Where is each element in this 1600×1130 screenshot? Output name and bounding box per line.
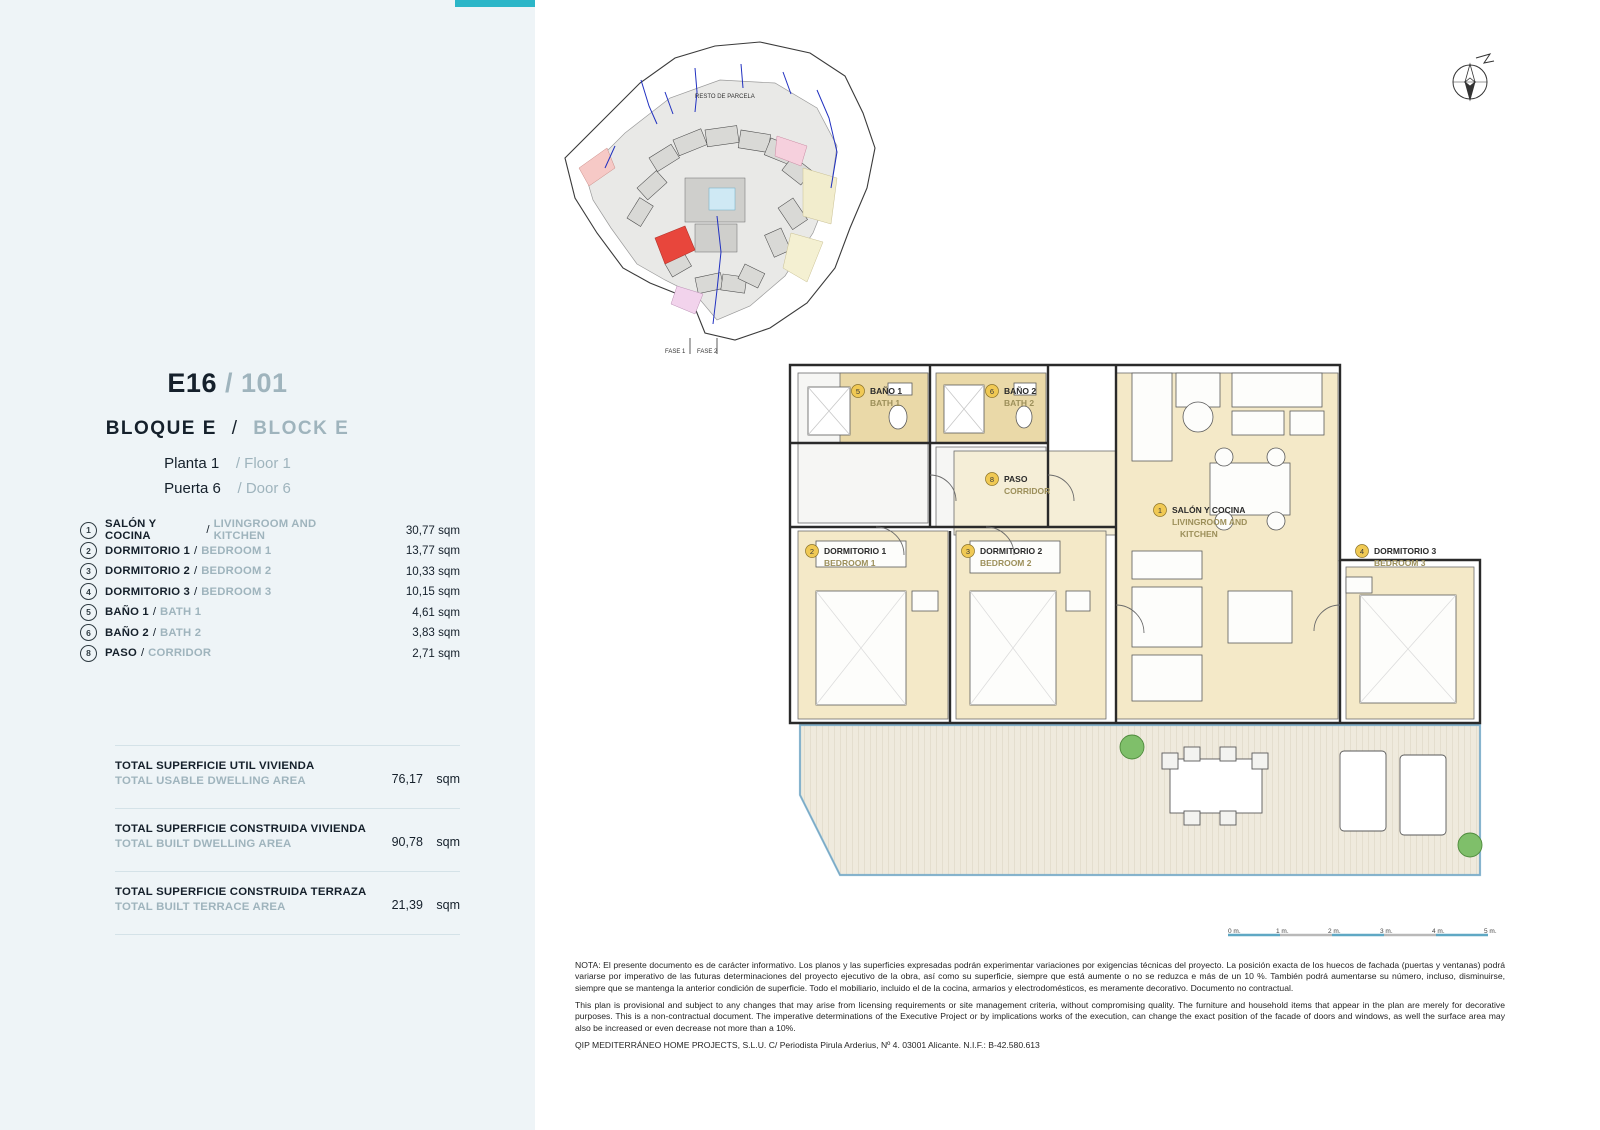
plan-room-name-es: BAÑO 1 xyxy=(870,386,903,396)
plan-room-name-en: BEDROOM 2 xyxy=(980,558,1032,568)
total-value: 90,78 xyxy=(391,835,423,849)
room-number-badge: 6 xyxy=(80,624,97,641)
scale-tick-2: 2 m. xyxy=(1328,928,1341,935)
unit-code-es: E16 xyxy=(167,368,217,398)
total-built-dwelling-area xyxy=(115,823,460,850)
room-legend-list xyxy=(80,520,460,664)
list-item xyxy=(80,643,460,664)
door-label-es: Puerta 6 xyxy=(164,480,221,497)
total-value-wrap xyxy=(392,835,460,849)
room-name-es: SALÓN Y COCINA xyxy=(105,518,157,543)
block-line xyxy=(0,418,455,440)
room-area: 10,33 sqm xyxy=(405,564,460,578)
plan-room-name-es: DORMITORIO 3 xyxy=(1374,546,1437,556)
floor-plan-drawing xyxy=(780,355,1520,915)
room-name-es: PASO xyxy=(105,647,137,660)
floor-label-es: Planta 1 xyxy=(164,455,220,472)
room-name-en: BATH 2 xyxy=(160,626,202,639)
room-name-en: LIVINGROOM AND KITCHEN xyxy=(213,518,317,543)
plan-room-number: 4 xyxy=(1359,547,1365,556)
room-name-es: BAÑO 1 xyxy=(105,606,149,619)
total-usable-area xyxy=(115,760,460,787)
room-name-en: BEDROOM 3 xyxy=(201,585,272,598)
room-number-badge: 3 xyxy=(80,563,97,580)
room-name-es: DORMITORIO 1 xyxy=(105,544,191,557)
door-line xyxy=(0,480,455,497)
list-item xyxy=(80,520,460,541)
accent-bar xyxy=(455,0,535,7)
scale-tick-5: 5 m. xyxy=(1484,928,1497,935)
unit-header xyxy=(0,368,455,399)
block-label-es: BLOQUE E xyxy=(105,418,217,439)
room-number-badge: 4 xyxy=(80,583,97,600)
room-name-es: BAÑO 2 xyxy=(105,626,149,639)
list-item xyxy=(80,623,460,644)
plan-room-number: 1 xyxy=(1157,506,1163,515)
room-separator: / xyxy=(194,544,198,557)
total-value: 21,39 xyxy=(391,898,423,912)
divider xyxy=(115,934,460,935)
floor-label-en: / Floor 1 xyxy=(235,455,291,472)
total-value-wrap xyxy=(392,772,460,786)
room-number-badge: 8 xyxy=(80,645,97,662)
total-unit: sqm xyxy=(436,898,460,912)
note-en: This plan is provisional and subject to any changes that may arise from licensing requirements or site management criteria, without compromising quality. The furniture and household items that appear in the plan are merely for decorative purposes. This is a non-contractual document. The imperative determinations of the Executive Project or by implications works of the execution, can change the exact position of the facade of doors and windows, as well the surface area may also be increased or even decrease not more than a 10%. xyxy=(575,1000,1505,1033)
room-area: 4,61 sqm xyxy=(412,605,460,619)
site-label-fase2: FASE 2 xyxy=(697,349,718,355)
total-label-en: TOTAL BUILT DWELLING AREA xyxy=(115,838,292,850)
list-item xyxy=(80,602,460,623)
total-label-es: TOTAL SUPERFICIE CONSTRUIDA VIVIENDA xyxy=(115,823,367,835)
plan-room-name-es: BAÑO 2 xyxy=(1004,386,1037,396)
room-area: 30,77 sqm xyxy=(405,523,460,537)
list-item xyxy=(80,541,460,562)
total-label-en: TOTAL BUILT TERRACE AREA xyxy=(115,901,286,913)
unit-code-separator: / xyxy=(224,368,233,398)
divider xyxy=(115,745,460,746)
company-info: QIP MEDITERRÁNEO HOME PROJECTS, S.L.U. C/ Periodista Pirula Arderius, Nº 4. 03001 Alicante. N.I.F.: B-42.580.613 xyxy=(575,1040,1040,1051)
scale-tick-1: 1 m. xyxy=(1276,928,1289,935)
plan-room-name-en: BATH 2 xyxy=(1004,398,1035,408)
room-name-en: BATH 1 xyxy=(160,606,202,619)
plan-room-name-en: BEDROOM 3 xyxy=(1374,558,1426,568)
room-name-en: BEDROOM 1 xyxy=(201,544,272,557)
room-separator: / xyxy=(152,626,157,639)
legal-notes xyxy=(575,960,1505,1057)
room-separator: / xyxy=(152,606,157,619)
total-label-es: TOTAL SUPERFICIE CONSTRUIDA TERRAZA xyxy=(115,886,367,898)
total-label-es: TOTAL SUPERFICIE UTIL VIVIENDA xyxy=(115,760,315,772)
plan-room-number: 5 xyxy=(855,387,861,396)
total-value: 76,17 xyxy=(391,772,423,786)
door-label-en: / Door 6 xyxy=(237,480,291,497)
list-item xyxy=(80,561,460,582)
total-unit: sqm xyxy=(436,835,460,849)
site-plan-map xyxy=(545,28,905,358)
room-area: 13,77 sqm xyxy=(405,544,460,558)
room-separator: / xyxy=(194,585,198,598)
room-number-badge: 2 xyxy=(80,542,97,559)
total-label-en: TOTAL USABLE DWELLING AREA xyxy=(115,775,306,787)
plan-room-number: 8 xyxy=(989,475,995,484)
site-label-resto: RESTO DE PARCELA xyxy=(695,94,755,100)
scale-tick-0: 0 m. xyxy=(1228,928,1241,935)
room-number-badge: 1 xyxy=(80,522,97,539)
plan-room-name-en: BEDROOM 1 xyxy=(824,558,876,568)
room-name-en: CORRIDOR xyxy=(148,647,212,660)
total-value-wrap xyxy=(392,898,460,912)
plan-room-name-es: DORMITORIO 2 xyxy=(980,546,1043,556)
scale-tick-3: 3 m. xyxy=(1380,928,1393,935)
compass-icon xyxy=(1440,50,1500,110)
block-label-en: BLOCK E xyxy=(253,418,350,439)
unit-code-en: 101 xyxy=(241,368,288,398)
divider xyxy=(115,808,460,809)
room-separator: / xyxy=(206,524,210,537)
block-separator: / xyxy=(231,418,239,439)
room-area: 3,83 sqm xyxy=(412,626,460,640)
note-es: NOTA: El presente documento es de carácter informativo. Los planos y las superficies expresadas podrán experimentar variaciones por exigencias técnicas del proyecto. La posición exacta de los huecos de fachada (puertas y ventanas) podrá variarse por imperativo de las futuras determinaciones del proyecto ejecutivo de la obra, así como su superficie, siempre que está aumente o no se reduzca e más de un 10 %. También podrá aumentarse su número, incluso, disminuirse, siempre que se mantenga la anterior condición de superficie. Todo el mobiliario, incluido el de la cocina, armarios y electrodomésticos, es meramente decorativo. Documento no contractual. xyxy=(575,960,1505,993)
room-name-en: BEDROOM 2 xyxy=(201,565,272,578)
room-number-badge: 5 xyxy=(80,604,97,621)
plan-room-name-en: LIVINGROOM AND xyxy=(1172,517,1248,527)
plan-room-name-es: PASO xyxy=(1004,474,1028,484)
plan-room-name-en: CORRIDOR xyxy=(1004,486,1051,496)
plan-room-name-es: SALÓN Y COCINA xyxy=(1172,505,1246,515)
room-separator: / xyxy=(194,565,198,578)
plan-room-name-en-2: KITCHEN xyxy=(1180,529,1218,539)
site-label-fase1: FASE 1 xyxy=(665,349,686,355)
room-area: 2,71 sqm xyxy=(412,646,460,660)
divider xyxy=(115,871,460,872)
list-item xyxy=(80,582,460,603)
plan-room-number: 3 xyxy=(965,547,971,556)
plan-room-number: 2 xyxy=(809,547,815,556)
total-built-terrace-area xyxy=(115,886,460,913)
total-unit: sqm xyxy=(436,772,460,786)
plan-room-name-en: BATH 1 xyxy=(870,398,901,408)
floor-line xyxy=(0,455,455,472)
plan-room-name-es: DORMITORIO 1 xyxy=(824,546,887,556)
room-area: 10,15 sqm xyxy=(405,585,460,599)
room-name-es: DORMITORIO 3 xyxy=(105,585,191,598)
scale-tick-4: 4 m. xyxy=(1432,928,1445,935)
scale-bar xyxy=(1220,925,1510,947)
room-name-es: DORMITORIO 2 xyxy=(105,565,191,578)
room-separator: / xyxy=(140,647,145,660)
plan-room-number: 6 xyxy=(989,387,995,396)
